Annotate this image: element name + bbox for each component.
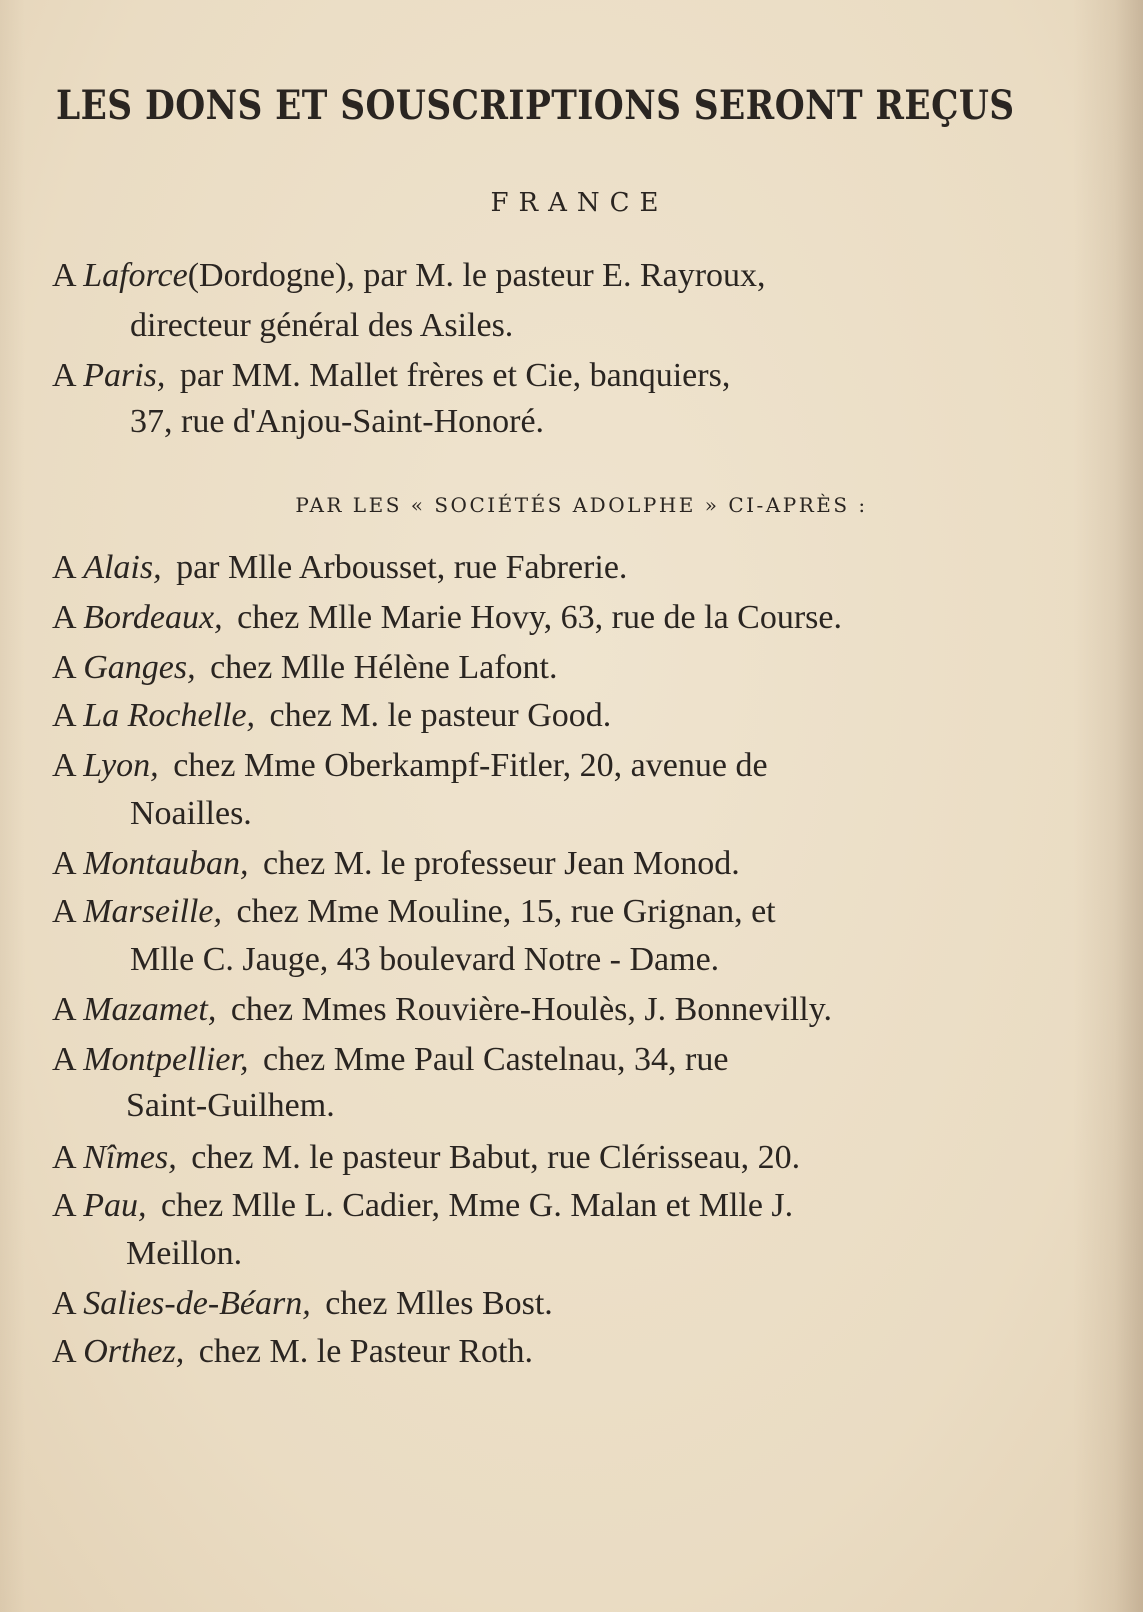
entry-place: Ganges, — [83, 649, 196, 686]
entry-text: chez Mlle Marie Hovy, 63, rue de la Course. — [237, 599, 842, 636]
entry-place: La Rochelle, — [83, 697, 256, 734]
entry-marseille-cont: Mlle C. Jauge, 43 boulevard Notre - Dame. — [130, 941, 720, 978]
entry-place: Nîmes, — [83, 1139, 177, 1176]
entry-lead: A — [52, 1187, 75, 1224]
page-left-shadow — [0, 0, 25, 1612]
entry-marseille — [52, 888, 776, 936]
entry-lead: A — [52, 747, 75, 784]
entry-place: Montpellier, — [83, 1041, 249, 1078]
entry-place: Montauban, — [83, 845, 249, 882]
entry-lead: A — [52, 845, 75, 882]
entry-lead: A — [52, 1041, 75, 1078]
entry-text: chez Mme Mouline, 15, rue Grignan, et — [236, 893, 776, 930]
page-heading: LES DONS ET SOUSCRIPTIONS SERONT REÇUS — [56, 82, 1015, 129]
entry-place: Mazamet, — [83, 991, 217, 1028]
entry-ganges — [52, 644, 557, 692]
entry-lead: A — [52, 1285, 75, 1322]
entry-lyon-cont: Noailles. — [130, 795, 252, 832]
entry-text: chez M. le professeur Jean Monod. — [262, 845, 740, 882]
entry-salies-de-bearn — [52, 1280, 553, 1328]
entry-lead: A — [52, 599, 75, 636]
entry-text: chez Mlles Bost. — [325, 1285, 553, 1322]
entry-text: chez Mmes Rouvière-Houlès, J. Bonnevilly. — [230, 991, 833, 1028]
entry-text: chez M. le pasteur Babut, rue Clérisseau, 20. — [191, 1139, 801, 1176]
page-edge-shadow — [1073, 0, 1143, 1612]
entry-laforce — [52, 252, 766, 300]
entry-lead: A — [52, 257, 75, 294]
entry-text: par Mlle Arbousset, rue Fabrerie. — [176, 549, 628, 586]
entry-alais — [52, 544, 627, 592]
entry-place: Pau, — [83, 1187, 147, 1224]
entry-laforce-cont: directeur général des Asiles. — [130, 307, 514, 344]
societes-subheading: PAR LES « SOCIÉTÉS ADOLPHE » CI-APRÈS : — [295, 493, 868, 517]
entry-text: chez Mme Oberkampf-Fitler, 20, avenue de — [173, 747, 768, 784]
entry-pau — [52, 1182, 793, 1230]
entry-la-rochelle — [52, 692, 611, 740]
entry-mazamet — [52, 986, 832, 1034]
entry-lead: A — [52, 1139, 75, 1176]
entry-place: Laforce — [83, 257, 188, 294]
entry-place: Orthez, — [83, 1333, 185, 1370]
entry-lead: A — [52, 549, 75, 586]
entry-pau-cont: Meillon. — [126, 1235, 243, 1272]
entry-lyon — [52, 742, 768, 790]
entry-text: chez M. le Pasteur Roth. — [198, 1333, 534, 1370]
entry-lead: A — [52, 357, 75, 394]
entry-nimes — [52, 1134, 800, 1182]
entry-place: Alais, — [83, 549, 162, 586]
entry-lead: A — [52, 649, 75, 686]
entry-text: chez Mme Paul Castelnau, 34, rue — [262, 1041, 729, 1078]
entry-place: Paris, — [83, 357, 166, 394]
entry-lead: A — [52, 991, 75, 1028]
entry-montauban — [52, 840, 740, 888]
entry-lead: A — [52, 1333, 75, 1370]
entry-place: Bordeaux, — [83, 599, 223, 636]
entry-place: Salies-de-Béarn, — [83, 1285, 311, 1322]
country-heading: FRANCE — [490, 188, 669, 218]
entry-place: Lyon, — [83, 747, 159, 784]
entry-text: chez Mlle L. Cadier, Mme G. Malan et Mlle J. — [160, 1187, 794, 1224]
entry-montpellier — [52, 1036, 728, 1084]
entry-orthez — [52, 1328, 533, 1376]
entry-text: chez M. le pasteur Good. — [269, 697, 612, 734]
entry-paris-cont: 37, rue d'Anjou-Saint-Honoré. — [130, 403, 545, 440]
entry-text: (Dordogne), par M. le pasteur E. Rayroux, — [187, 257, 766, 294]
entry-place: Marseille, — [83, 893, 222, 930]
entry-text: chez Mlle Hélène Lafont. — [210, 649, 558, 686]
entry-lead: A — [52, 893, 75, 930]
entry-lead: A — [52, 697, 75, 734]
entry-paris — [52, 352, 730, 400]
entry-text: par MM. Mallet frères et Cie, banquiers, — [179, 357, 731, 394]
entry-montpellier-cont: Saint-Guilhem. — [126, 1087, 335, 1124]
entry-bordeaux — [52, 594, 842, 642]
